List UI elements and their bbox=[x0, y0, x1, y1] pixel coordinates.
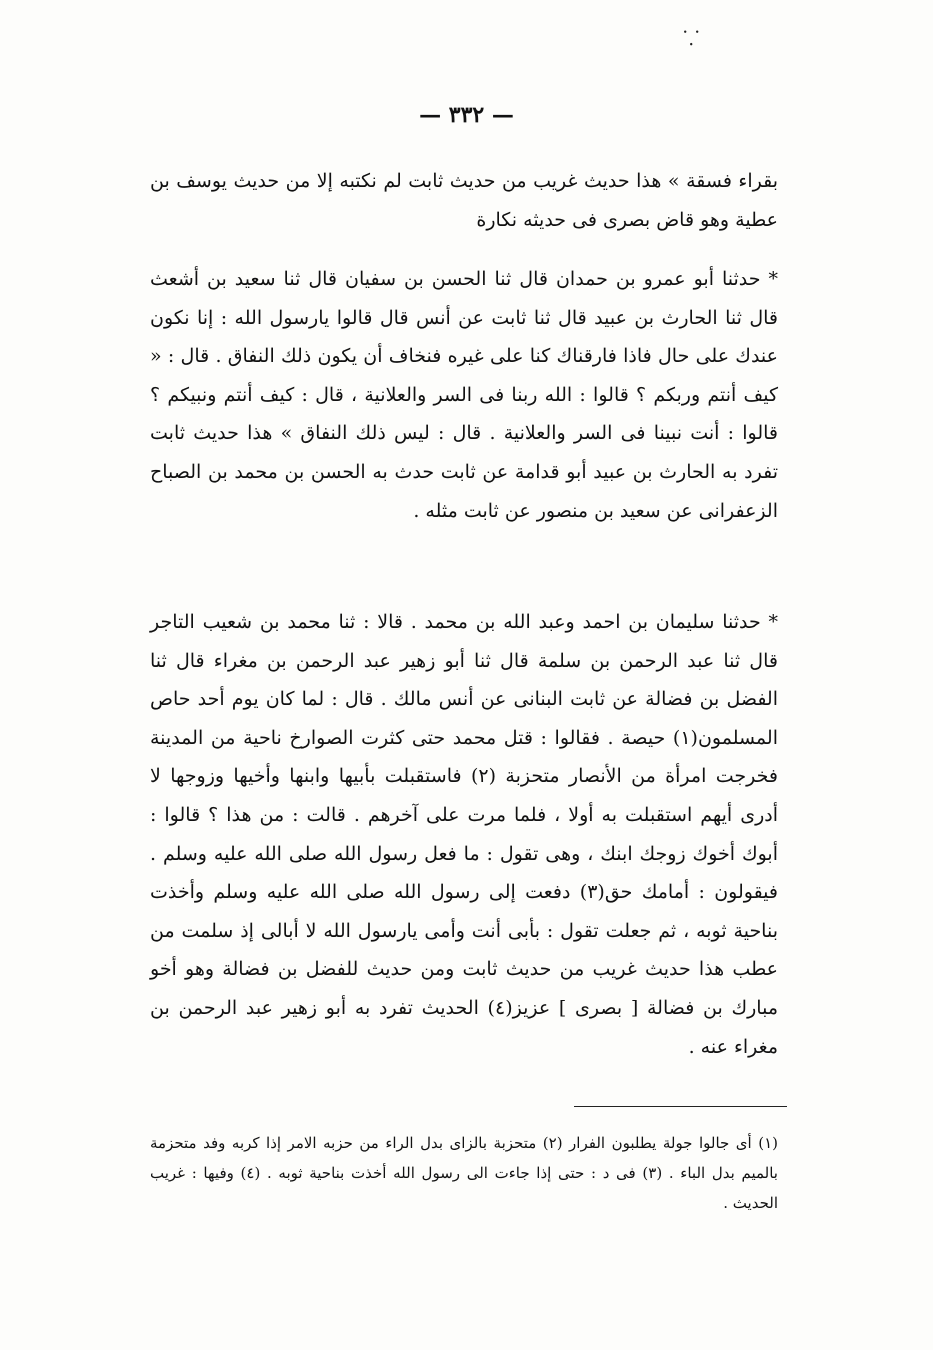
paragraph-2 bbox=[150, 260, 778, 530]
paragraph-1 bbox=[150, 162, 778, 239]
ink-speck: ⸪ bbox=[683, 26, 700, 50]
paragraph-1-text: بقراء فسقة » هذا حديث غريب من حديث ثابت لم نكتبه إلا من حديث يوسف بن عطية وهو قاض بصرى فى حديثه نكارة bbox=[150, 170, 778, 231]
paragraph-2-text: * حدثنا أبو عمرو بن حمدان قال ثنا الحسن بن سفيان قال ثنا سعيد بن أشعث قال ثنا الحارث بن عبيد قال ثنا ثابت عن أنس قال قالوا يارسول الله : إنا نكون عندك على حال فاذا فارقناك كنا على غيره فنخاف أن يكون ذلك النفاق . قال : « كيف أنتم وربكم ؟ قالوا : الله ربنا فى السر والعلانية ، قال : كيف أنتم ونبيكم ؟ قالوا : أنت نبينا فى السر والعلانية . قال : ليس ذلك النفاق » هذا حديث ثابت تفرد به الحارث بن عبيد أبو قدامة عن ثابت حدث به الحسن بن محمد بن الصباح الزعفرانى عن سعيد بن منصور عن ثابت مثله . bbox=[150, 268, 778, 522]
footnotes bbox=[150, 1128, 778, 1218]
footnotes-text: (١) أى جالوا جولة يطلبون الفرار (٢) متحزبة بالزاى بدل الراء من حزبه الامر إذا كربه وفد متحزمة بالميم بدل الباء . (٣) فى د : حتى إذا جاءت الى رسول الله أخذت بناحية ثوبه . (٤) وفيها : غريب الحديث . bbox=[150, 1134, 778, 1212]
paragraph-3-text: * حدثنا سليمان بن احمد وعبد الله بن محمد . قالا : ثنا محمد بن شعيب التاجر قال ثنا عبد الرحمن بن سلمة قال ثنا أبو زهير عبد الرحمن بن مغراء قال ثنا الفضل بن فضالة عن ثابت البنانى عن أنس مالك . قال : لما كان يوم أحد حاص المسلمون(١) حيصة . فقالوا : قتل محمد حتى كثرت الصوارخ ناحية من المدينة فخرجت امرأة من الأنصار متحزبة (٢) فاستقبلت بأبيها وابنها وأخيها وزوجها لا أدرى أيهم استقبلت به أولا ، فلما مرت على آخرهم . قالت : من هذا ؟ قالوا : أبوك أخوك زوجك ابنك ، وهى تقول : ما فعل رسول الله صلى الله عليه وسلم . فيقولون : أمامك حق(٣) دفعت إلى رسول الله صلى الله عليه وسلم وأخذت بناحية ثوبه ، ثم جعلت تقول : بأبى أنت وأمى يارسول الله لا أبالى إذ سلمت من عطب هذا حديث غريب من حديث ثابت ومن حديث للفضل بن فضالة وهو أخو مبارك بن فضالة [ بصرى ] عزيز(٤) الحديث تفرد به أبو زهير عبد الرحمن بن مغراء عنه . bbox=[150, 611, 779, 1058]
page-number: — ٣٣٢ — bbox=[419, 102, 514, 128]
footnote-separator bbox=[574, 1106, 787, 1107]
paragraph-3 bbox=[150, 603, 778, 1066]
